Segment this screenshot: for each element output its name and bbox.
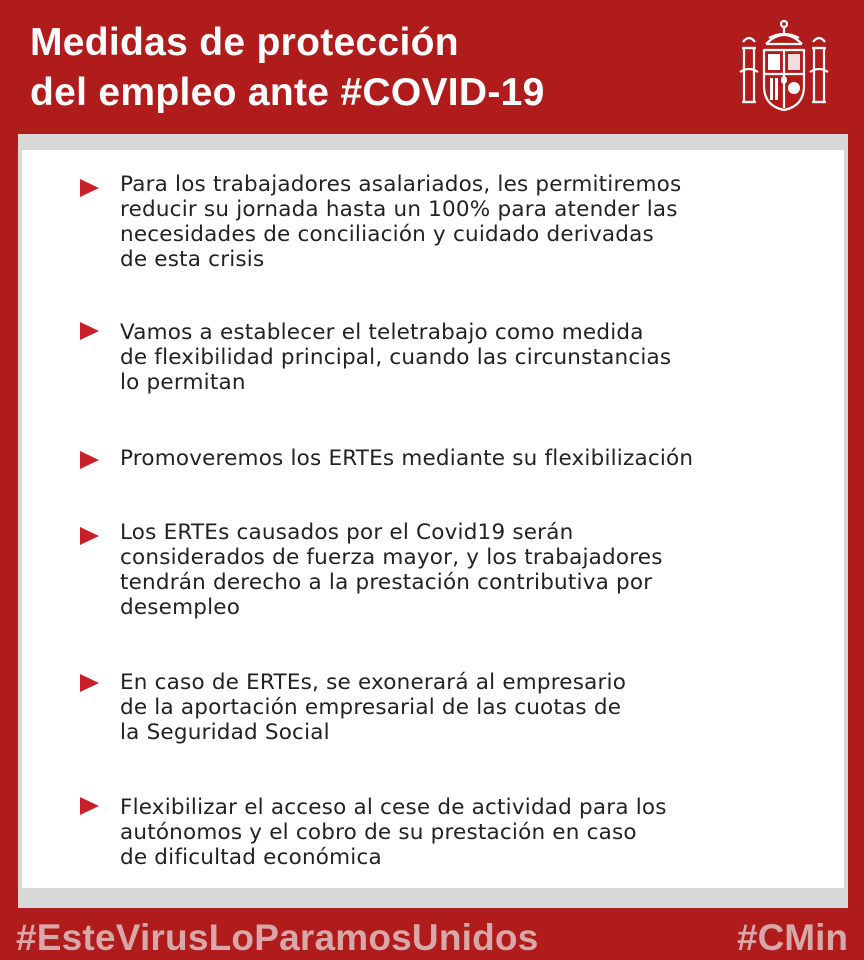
play-triangle-icon xyxy=(78,320,102,342)
item-text: Los ERTEs causados por el Covid19 serán considerados de fuerza mayor, y los trabajadores tendrán derecho a la prestación contributiva por desempleo xyxy=(120,520,663,620)
page-title xyxy=(30,18,545,118)
play-triangle-icon xyxy=(78,449,102,471)
coat-of-arms-icon xyxy=(736,14,832,116)
title-line-2: del empleo ante #COVID-19 xyxy=(30,71,545,114)
play-triangle-icon xyxy=(78,177,102,199)
hashtag-campaign: #EsteVirusLoParamosUnidos xyxy=(16,917,539,958)
play-triangle-icon xyxy=(78,672,102,694)
item-text: Para los trabajadores asalariados, les permitiremos reducir su jornada hasta un 100% para atender las necesidades de conciliación y cuidado derivadas de esta crisis xyxy=(120,172,682,272)
play-triangle-icon xyxy=(78,795,102,817)
item-text: En caso de ERTEs, se exonerará al empresario de la aportación empresarial de las cuotas de la Seguridad Social xyxy=(120,670,627,745)
measures-panel xyxy=(22,150,844,888)
hashtag-cmin: #CMin xyxy=(737,917,848,958)
item-text: Promoveremos los ERTEs mediante su flexibilización xyxy=(120,446,694,471)
item-text: Flexibilizar el acceso al cese de actividad para los autónomos y el cobro de su prestación en caso de dificultad económica xyxy=(120,795,667,870)
title-line-1: Medidas de protección xyxy=(30,21,459,64)
item-text: Vamos a establecer el teletrabajo como medida de flexibilidad principal, cuando las circunstancias lo permitan xyxy=(120,320,672,395)
header xyxy=(0,0,864,134)
play-triangle-icon xyxy=(78,525,102,547)
